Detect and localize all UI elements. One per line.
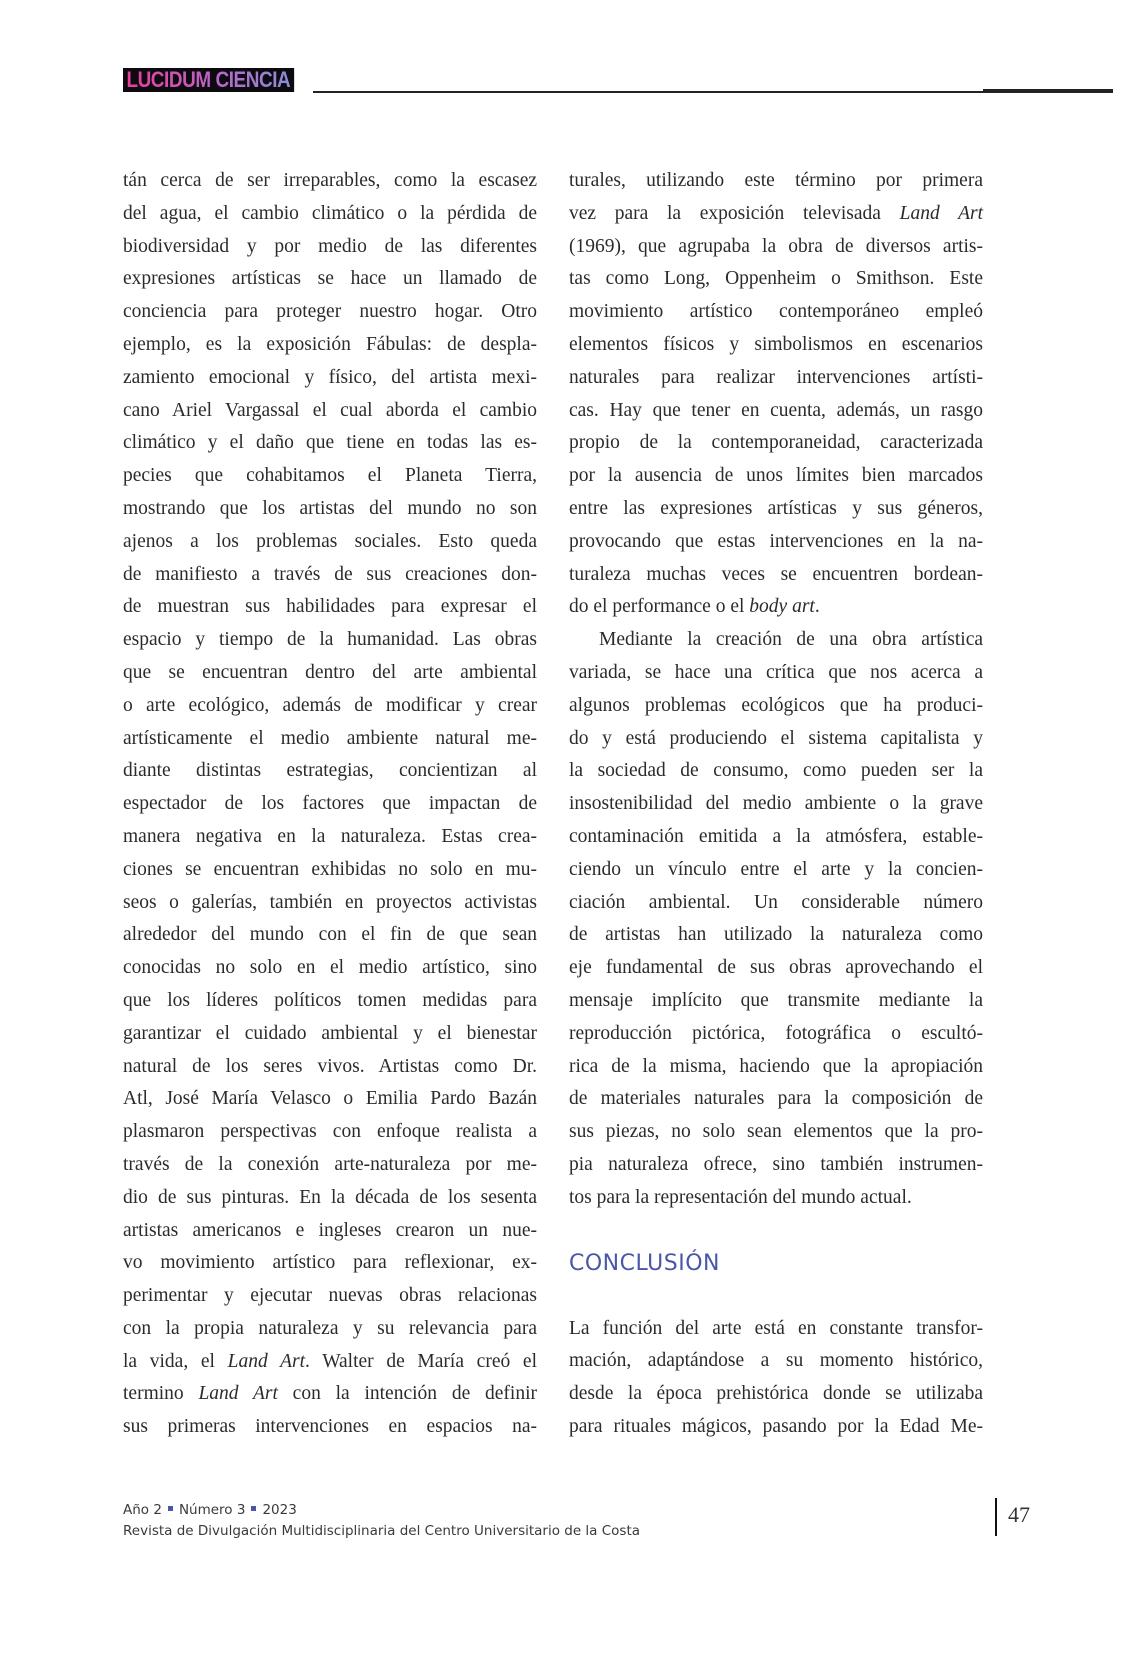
text-line: ciación ambiental. Un considerable número (569, 891, 983, 913)
page-number: 47 (1008, 1502, 1030, 1527)
text-line: por la ausencia de unos límites bien marcados (569, 465, 983, 487)
text-line: mostrando que los artistas del mundo no son (123, 497, 537, 519)
text-line: propio de la contemporaneidad, caracterizada (569, 432, 983, 454)
text-line: algunos problemas ecológicos que ha produci- (569, 694, 983, 716)
text-line: mación, adaptándose a su momento histórico, (569, 1350, 983, 1372)
text-line: do el performance o el body art. (569, 596, 820, 618)
text-line: garantizar el cuidado ambiental y el bienestar (123, 1022, 537, 1044)
text-line: termino Land Art con la intención de definir (123, 1383, 537, 1405)
text-line: sus piezas, no solo sean elementos que la pro- (569, 1121, 983, 1143)
text-line: pecies que cohabitamos el Planeta Tierra, (123, 465, 537, 487)
text-line: do y está produciendo el sistema capitalista y (569, 727, 983, 749)
text-line: de materiales naturales para la composición de (569, 1088, 983, 1110)
text-line: dio de sus pinturas. En la década de los sesenta (123, 1186, 537, 1208)
text-line: la vida, el Land Art. Walter de María creó el (123, 1350, 537, 1372)
page-header (123, 68, 1123, 94)
header-rule-accent (983, 89, 1113, 93)
text-line: manera negativa en la naturaleza. Estas crea- (123, 825, 537, 847)
text-line: zamiento emocional y físico, del artista mexi- (123, 366, 537, 388)
text-line: biodiversidad y por medio de las diferentes (123, 235, 537, 257)
left-column (123, 165, 537, 1444)
text-line: de manifiesto a través de sus creaciones don- (123, 563, 537, 585)
text-line: plasmaron perspectivas con enfoque realista a (123, 1121, 537, 1143)
text-line: que se encuentran dentro del arte ambiental (123, 661, 537, 683)
text-line: insostenibilidad del medio ambiente o la grave (569, 793, 983, 815)
text-line: o arte ecológico, además de modificar y crear (123, 694, 537, 716)
italic-term: Land Art (198, 1383, 278, 1405)
text-line: diante distintas estrategias, concientizan al (123, 760, 537, 782)
issue-year: Año 2 (123, 1502, 162, 1518)
text-line: entre las expresiones artísticas y sus géneros, (569, 497, 983, 519)
section-heading: CONCLUSIÓN (569, 1250, 720, 1276)
text-line: la sociedad de consumo, como pueden ser la (569, 760, 983, 782)
bullet-square-icon (168, 1506, 173, 1511)
text-line: elementos físicos y simbolismos en escenarios (569, 333, 983, 355)
paragraph (569, 624, 983, 1214)
paragraph (569, 165, 983, 624)
paragraph (569, 1313, 983, 1444)
text-line: perimentar y ejecutar nuevas obras relacionas (123, 1285, 537, 1307)
text-line: ciones se encuentran exhibidas no solo en mu- (123, 858, 537, 880)
text-line: sus primeras intervenciones en espacios na- (123, 1416, 537, 1438)
text-line: turaleza muchas veces se encuentren bordean- (569, 563, 983, 585)
journal-name: Revista de Divulgación Multidisciplinaria del Centro Universitario de la Costa (123, 1523, 641, 1539)
text-line: (1969), que agrupaba la obra de diversos artis- (569, 235, 983, 257)
text-line: ajenos a los problemas sociales. Esto queda (123, 530, 537, 552)
text-line: variada, se hace una crítica que nos acerca a (569, 661, 983, 683)
text-line: reproducción pictórica, fotográfica o escultó- (569, 1022, 983, 1044)
text-line: pia naturaleza ofrece, sino también instrumen- (569, 1153, 983, 1175)
text-line: conocidas no solo en el medio artístico, sino (123, 957, 537, 979)
text-line: del agua, el cambio climático o la pérdida de (123, 202, 537, 224)
issue-info (123, 1500, 640, 1520)
issue-number: Número 3 (178, 1502, 246, 1518)
text-line: tos para la representación del mundo actual. (569, 1186, 912, 1208)
italic-term: Land Art (899, 202, 983, 224)
text-line: través de la conexión arte-naturaleza por me- (123, 1153, 537, 1175)
text-line: vo movimiento artístico para reflexionar, ex- (123, 1252, 537, 1274)
page-number-divider (995, 1498, 997, 1536)
text-line: movimiento artístico contemporáneo empleó (569, 301, 983, 323)
right-column (569, 165, 983, 1444)
text-line: de muestran sus habilidades para expresar el (123, 596, 537, 618)
text-line: ciendo un vínculo entre el arte y la concien- (569, 858, 983, 880)
text-line: artistas americanos e ingleses crearon un nue- (123, 1219, 537, 1241)
text-line: seos o galerías, también en proyectos activistas (123, 891, 537, 913)
text-line: mensaje implícito que transmite mediante la (569, 989, 983, 1011)
journal-logo-text: LUCIDUM CIENCIA (126, 67, 291, 92)
journal-logo (123, 68, 294, 92)
text-line: cas. Hay que tener en cuenta, además, un rasgo (569, 399, 983, 421)
text-line: turales, utilizando este término por primera (569, 170, 983, 191)
text-line: espectador de los factores que impactan de (123, 793, 537, 815)
text-line: climático y el daño que tiene en todas las es- (123, 432, 537, 454)
italic-term: Land Art (227, 1350, 305, 1372)
text-line: eje fundamental de sus obras aprovechando el (569, 957, 983, 979)
text-line: expresiones artísticas se hace un llamado de (123, 268, 537, 290)
text-line: desde la época prehistórica donde se utilizaba (569, 1383, 983, 1405)
text-line: conciencia para proteger nuestro hogar. Otro (123, 301, 537, 323)
text-line: de artistas han utilizado la naturaleza como (569, 924, 983, 946)
text-line: para rituales mágicos, pasando por la Edad Me- (569, 1415, 983, 1437)
text-line: natural de los seres vivos. Artistas como Dr. (123, 1055, 537, 1077)
text-line: naturales para realizar intervenciones artísti- (569, 366, 983, 388)
text-line: espacio y tiempo de la humanidad. Las obras (123, 629, 537, 651)
text-line: ejemplo, es la exposición Fábulas: de despla- (123, 333, 537, 355)
text-line: tas como Long, Oppenheim o Smithson. Este (569, 268, 983, 290)
text-line: La función del arte está en constante transfor- (569, 1317, 983, 1339)
text-line: con la propia naturaleza y su relevancia para (123, 1317, 537, 1339)
italic-term: body art (749, 596, 815, 618)
text-line: alrededor del mundo con el fin de que sean (123, 924, 537, 946)
text-line: provocando que estas intervenciones en la na- (569, 530, 983, 552)
paragraph (123, 165, 537, 1444)
text-line: vez para la exposición televisada Land Art (569, 202, 983, 224)
bullet-square-icon (251, 1506, 256, 1511)
publication-year: 2023 (262, 1502, 297, 1518)
text-line: cano Ariel Vargassal el cual aborda el cambio (123, 399, 537, 421)
text-line: artísticamente el medio ambiente natural me- (123, 727, 537, 749)
text-line: contaminación emitida a la atmósfera, estable- (569, 825, 983, 847)
text-line: que los líderes políticos tomen medidas para (123, 989, 537, 1011)
text-line: rica de la misma, haciendo que la apropiación (569, 1055, 983, 1077)
text-line: Mediante la creación de una obra artística (599, 629, 983, 651)
text-line: Atl, José María Velasco o Emilia Pardo Bazán (123, 1088, 537, 1110)
text-line: tán cerca de ser irreparables, como la escasez (123, 170, 537, 191)
